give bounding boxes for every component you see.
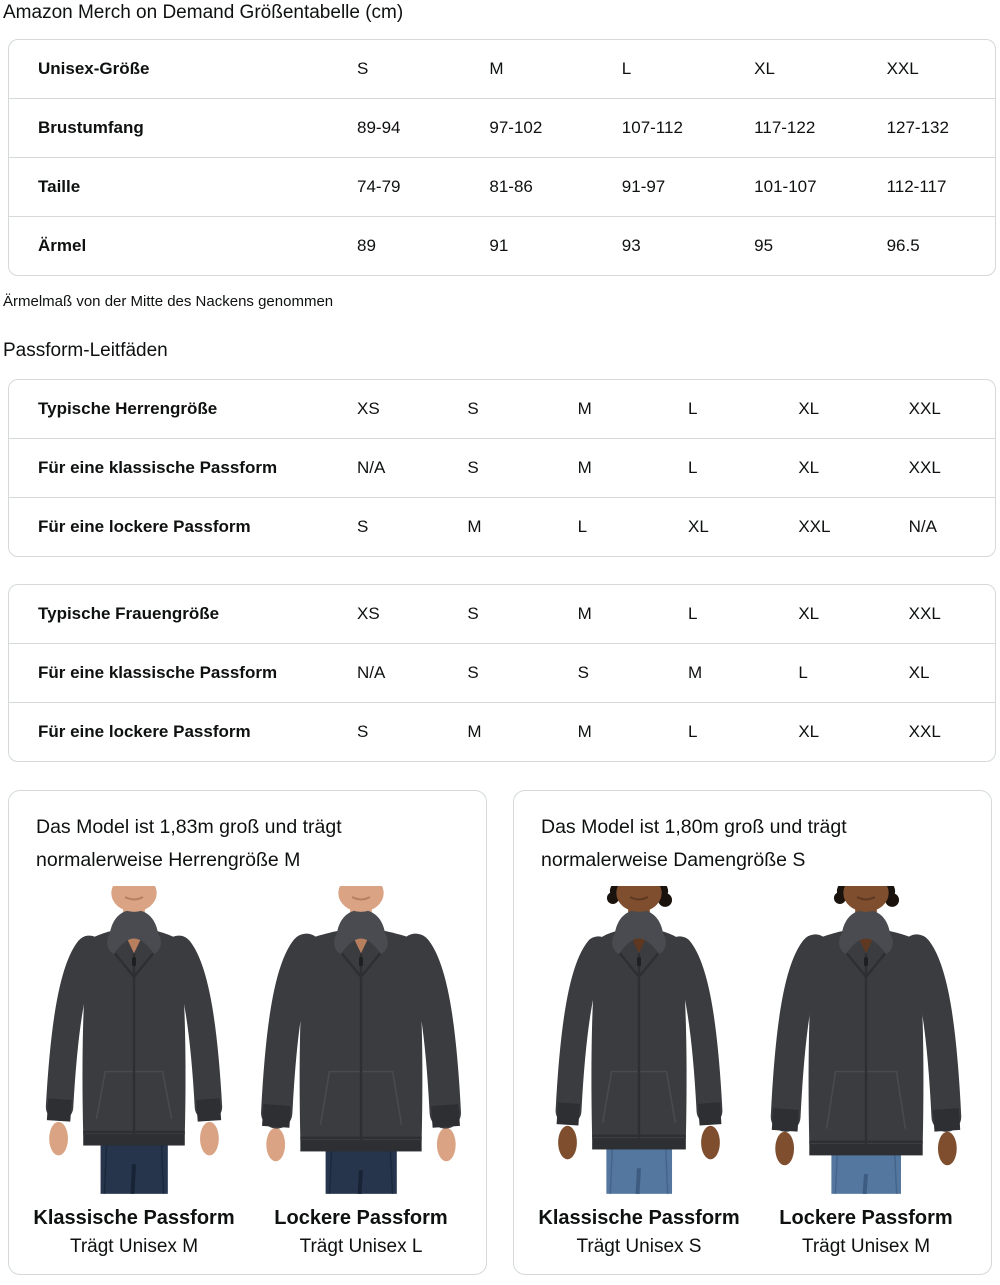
table-row (9, 702, 995, 761)
size-cell: N/A (333, 438, 443, 497)
size-cell: XL (774, 702, 884, 761)
size-cell: L (687, 399, 698, 418)
table-row (9, 40, 995, 98)
wears-size: Trägt Unisex M (801, 1236, 931, 1257)
size-cell: 91 (465, 216, 597, 275)
size-cell: 112-117 (863, 157, 995, 216)
model-photos-row (533, 886, 972, 1258)
model-card-women (513, 790, 992, 1275)
size-cell: S (554, 643, 664, 702)
model-description: Das Model ist 1,80m groß und trägt normalerweise Damengröße S (541, 816, 847, 871)
row-label: Für eine lockere Passform (9, 702, 333, 761)
size-cell: M (443, 702, 553, 761)
model-photo-male-classic (28, 886, 240, 1196)
fit-name: Klassische Passform (33, 1207, 235, 1229)
size-cell: L (774, 643, 884, 702)
table-row (9, 643, 995, 702)
size-cell: XL (664, 497, 774, 556)
size-cell: 89 (333, 216, 465, 275)
size-cell: 89-94 (333, 98, 465, 157)
fit-name: Klassische Passform (538, 1207, 740, 1229)
model-description: Das Model ist 1,83m groß und trägt normalerweise Herrengröße M (36, 816, 342, 871)
wears-size: Trägt Unisex L (299, 1236, 423, 1257)
size-cell: S (443, 643, 553, 702)
size-cell: L (621, 59, 632, 78)
size-cell: XXL (886, 59, 919, 78)
model-column (533, 886, 745, 1258)
size-cell: XXL (908, 399, 941, 418)
row-label: Brustumfang (9, 98, 333, 157)
row-label: Typische Herrengröße (38, 399, 218, 418)
size-cell: S (467, 399, 479, 418)
unisex-size-table (8, 39, 996, 276)
sleeve-note: Ärmelmaß von der Mitte des Nackens genommen (3, 293, 334, 310)
model-photos-row (28, 886, 467, 1258)
model-column (255, 886, 467, 1258)
row-label: Für eine lockere Passform (9, 497, 333, 556)
size-cell: 93 (598, 216, 730, 275)
page-title: Amazon Merch on Demand Größentabelle (cm) (3, 2, 404, 23)
size-cell: S (333, 702, 443, 761)
size-cell: XXL (885, 702, 995, 761)
table-row (9, 216, 995, 275)
size-cell: L (664, 438, 774, 497)
table-row (9, 157, 995, 216)
model-column (28, 886, 240, 1258)
model-cards (8, 790, 997, 1275)
size-cell: L (554, 497, 664, 556)
size-cell: XL (774, 438, 884, 497)
size-cell: XXL (908, 604, 941, 623)
size-cell: 117-122 (730, 98, 862, 157)
size-cell: L (687, 604, 698, 623)
row-label: Typische Frauengröße (38, 604, 220, 623)
size-cell: M (577, 604, 592, 623)
size-cell: S (357, 59, 369, 78)
size-cell: 91-97 (598, 157, 730, 216)
size-cell: M (577, 399, 592, 418)
row-label: Für eine klassische Passform (9, 438, 333, 497)
wears-size: Trägt Unisex S (576, 1236, 702, 1257)
size-cell: S (443, 438, 553, 497)
size-cell: 101-107 (730, 157, 862, 216)
table-row (9, 497, 995, 556)
model-photo-female-loose (760, 886, 972, 1196)
table-row (9, 98, 995, 157)
row-label: Unisex-Größe (38, 59, 150, 78)
size-cell: XL (798, 604, 820, 623)
size-cell: S (467, 604, 479, 623)
size-cell: M (554, 438, 664, 497)
size-cell: XXL (885, 438, 995, 497)
model-photo-female-classic (533, 886, 745, 1196)
table-row (9, 585, 995, 643)
size-cell: N/A (885, 497, 995, 556)
fit-name: Lockere Passform (274, 1207, 448, 1229)
mens-fit-table (8, 379, 996, 557)
size-cell: M (664, 643, 774, 702)
table-row (9, 380, 995, 438)
size-cell: 81-86 (465, 157, 597, 216)
size-cell: XL (798, 399, 820, 418)
size-cell: 96.5 (863, 216, 995, 275)
fit-name: Lockere Passform (779, 1207, 953, 1229)
size-cell: XS (357, 604, 380, 623)
size-cell: 127-132 (863, 98, 995, 157)
size-cell: XL (885, 643, 995, 702)
size-cell: S (333, 497, 443, 556)
size-cell: M (489, 59, 504, 78)
model-photo-male-loose (255, 886, 467, 1196)
size-cell: 95 (730, 216, 862, 275)
row-label: Ärmel (9, 216, 333, 275)
womens-fit-table (8, 584, 996, 762)
model-card-men (8, 790, 487, 1275)
size-cell: XS (357, 399, 380, 418)
size-cell: M (443, 497, 553, 556)
wears-size: Trägt Unisex M (69, 1236, 199, 1257)
fit-guides-heading: Passform-Leitfäden (3, 340, 168, 361)
size-cell: 107-112 (598, 98, 730, 157)
size-cell: M (554, 702, 664, 761)
size-cell: XL (754, 59, 775, 78)
size-cell: N/A (333, 643, 443, 702)
size-cell: 97-102 (465, 98, 597, 157)
size-cell: 74-79 (333, 157, 465, 216)
row-label: Für eine klassische Passform (9, 643, 333, 702)
size-cell: L (664, 702, 774, 761)
row-label: Taille (9, 157, 333, 216)
model-column (760, 886, 972, 1258)
table-row (9, 438, 995, 497)
size-cell: XXL (774, 497, 884, 556)
